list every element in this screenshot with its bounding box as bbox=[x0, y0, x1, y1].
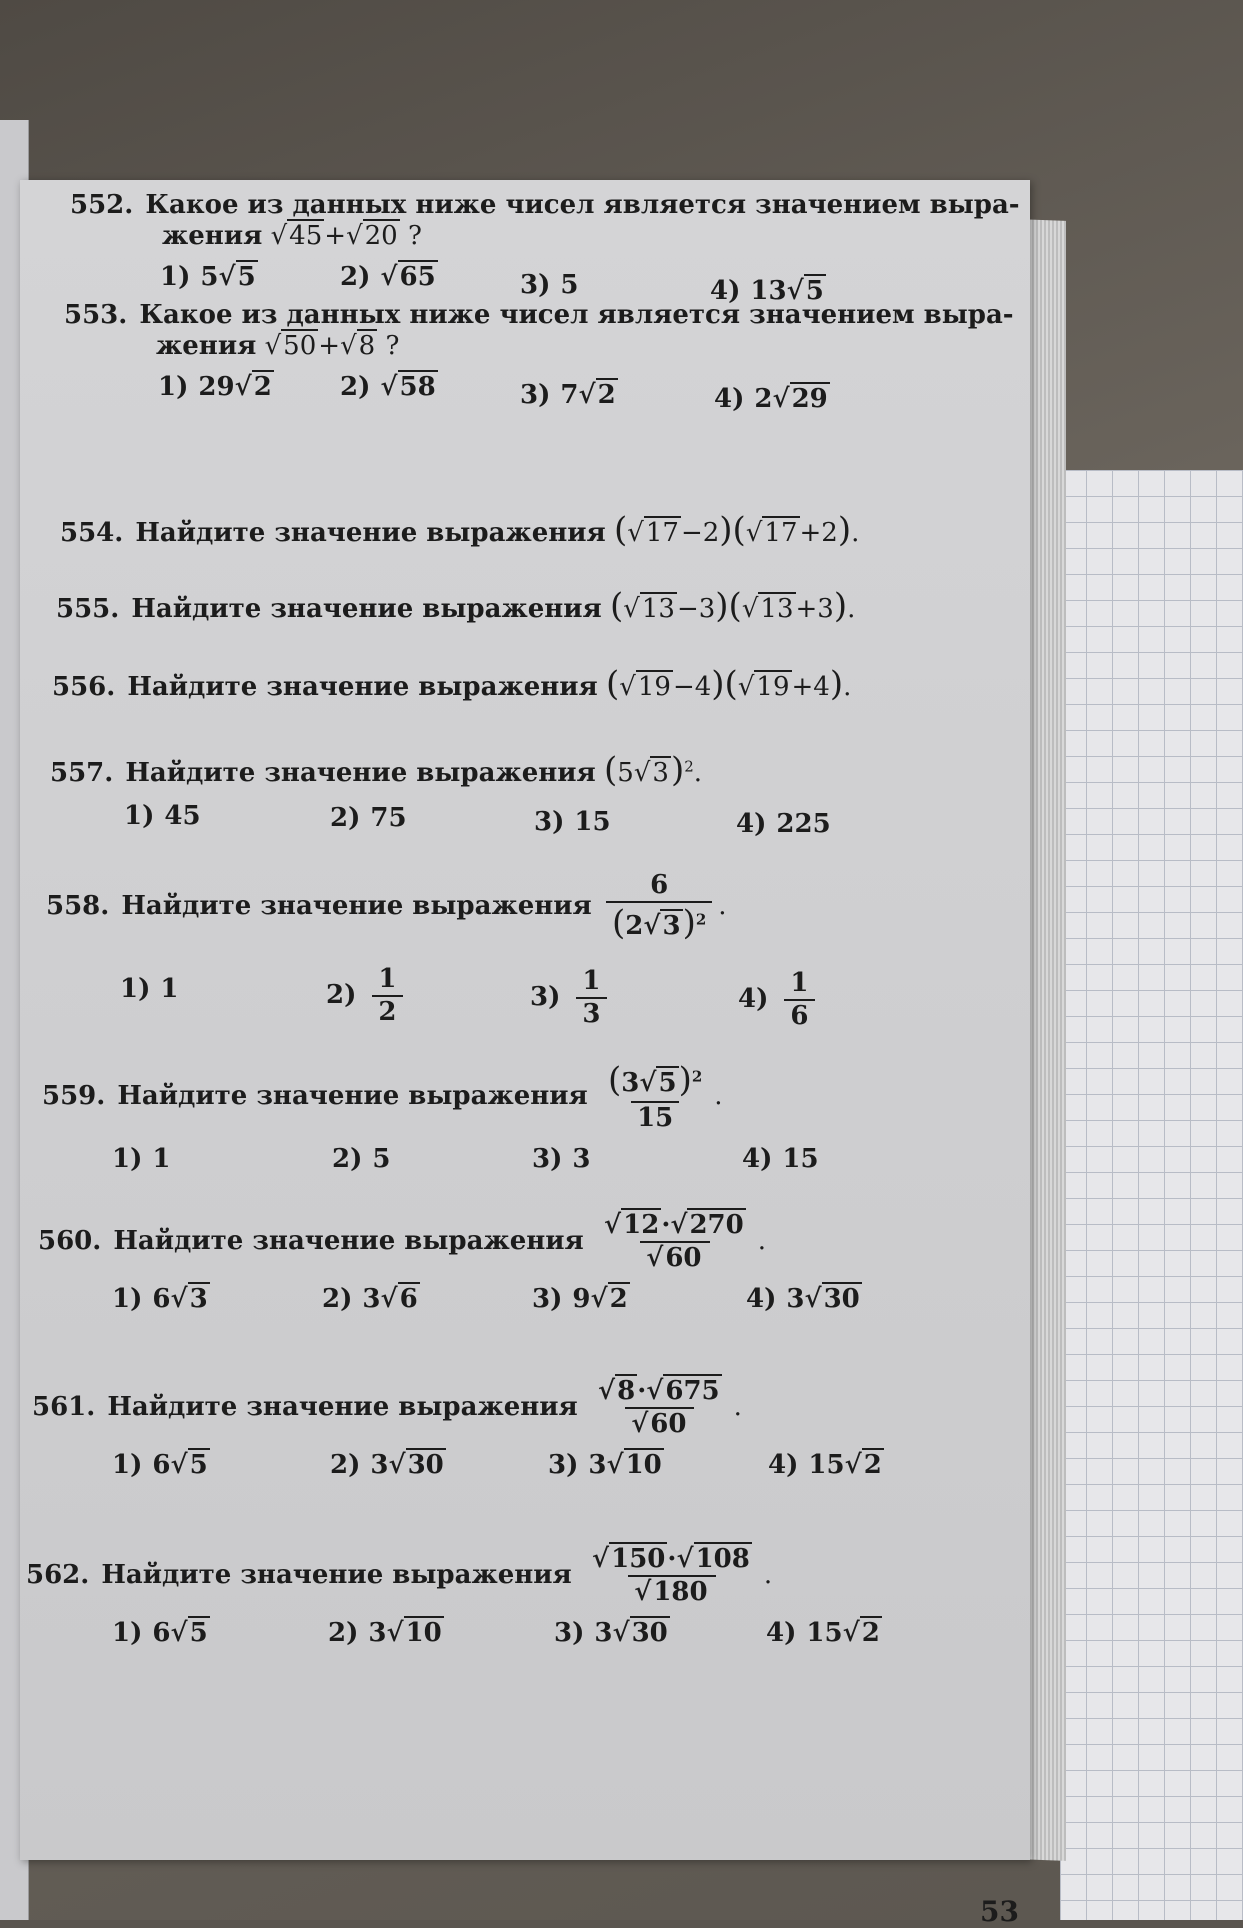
denominator: 15 bbox=[631, 1101, 679, 1134]
radicand: 29 bbox=[791, 384, 828, 415]
radicand: 13 bbox=[760, 594, 794, 624]
radicand: 19 bbox=[756, 672, 790, 702]
problem-561 bbox=[32, 1376, 882, 1490]
radicand: 30 bbox=[823, 1284, 860, 1315]
problem-number: 558. bbox=[46, 890, 110, 921]
option-2[interactable] bbox=[326, 964, 409, 1028]
coef: 29 bbox=[198, 372, 235, 403]
coef: 2 bbox=[754, 384, 773, 415]
fraction: $\frac{6}{(2√3)^2}$ bbox=[606, 870, 712, 944]
option-3[interactable]: 3) 7√2 bbox=[520, 380, 616, 411]
radicand: 65 bbox=[399, 262, 436, 293]
problem-558 bbox=[46, 870, 809, 1034]
problem-text: Какое из данных ниже чисел является значением выра- bbox=[145, 190, 1020, 220]
operand: +2 bbox=[799, 518, 838, 548]
problem-number: 560. bbox=[38, 1226, 102, 1257]
coef: 6 bbox=[152, 1284, 171, 1315]
question-mark: ? bbox=[408, 221, 422, 252]
option-label: 2) bbox=[330, 802, 361, 833]
option-label: 4) bbox=[768, 1450, 799, 1481]
fraction: $\frac{√150\cdot√108}{√180}$ bbox=[592, 1544, 750, 1608]
option-label: 3) bbox=[520, 380, 551, 411]
option-label: 2) bbox=[328, 1618, 359, 1649]
answer-options bbox=[50, 800, 831, 841]
radicand: 20 bbox=[364, 221, 398, 252]
option-2[interactable]: 2) √58 bbox=[340, 372, 436, 403]
option-4[interactable]: 4) 15√2 bbox=[768, 1450, 882, 1481]
option-3[interactable]: 3) 3√10 bbox=[548, 1450, 662, 1481]
period: . bbox=[693, 758, 703, 788]
numerator: 6 bbox=[650, 870, 669, 900]
operand: −4 bbox=[672, 672, 712, 702]
option-2[interactable] bbox=[332, 1144, 391, 1175]
problem-557: 557. Найдите значение выражения $(5√3)^2$. 1) 45 2) 75 3) 15 4) 225 bbox=[50, 750, 831, 839]
option-1[interactable] bbox=[112, 1144, 171, 1175]
value: 75 bbox=[370, 802, 407, 833]
coef: 15 bbox=[808, 1450, 845, 1481]
radicand: 5 bbox=[658, 1068, 677, 1098]
radicand: 60 bbox=[665, 1243, 702, 1274]
coef: 3 bbox=[588, 1450, 607, 1481]
radicand: 60 bbox=[650, 1409, 687, 1440]
radicand: 5 bbox=[805, 276, 824, 307]
option-4[interactable]: 4) 2√29 bbox=[714, 384, 828, 415]
option-label: 4) bbox=[766, 1618, 797, 1649]
coef: 7 bbox=[560, 380, 579, 411]
option-label: 2) bbox=[340, 262, 371, 293]
option-label: 4) bbox=[736, 808, 767, 839]
option-label: 1) bbox=[124, 800, 155, 831]
operand: +3 bbox=[795, 594, 834, 624]
radicand: 45 bbox=[289, 221, 323, 252]
page-number: 53 bbox=[980, 1895, 1019, 1928]
option-label: 4) bbox=[742, 1143, 773, 1174]
option-label: 3) bbox=[532, 1143, 563, 1174]
option-1[interactable]: 1) 29√2 bbox=[158, 372, 272, 403]
option-label: 4) bbox=[738, 984, 769, 1015]
option-label: 1) bbox=[112, 1618, 143, 1649]
coef: 3 bbox=[368, 1618, 387, 1649]
problem-text: Найдите значение выражения bbox=[117, 1080, 588, 1111]
operator: + bbox=[318, 331, 341, 362]
option-label: 3) bbox=[530, 982, 561, 1013]
option-label: 2) bbox=[340, 372, 371, 403]
coef: 2 bbox=[625, 911, 644, 942]
radicand: 10 bbox=[625, 1450, 662, 1481]
problem-text: Найдите значение выражения bbox=[135, 518, 606, 548]
radicand: 50 bbox=[283, 331, 317, 362]
coef: 3 bbox=[786, 1284, 805, 1315]
option-1[interactable] bbox=[120, 974, 179, 1005]
answer-options bbox=[26, 1618, 880, 1658]
problem-text: Какое из данных ниже чисел является значением выра- bbox=[139, 300, 1014, 330]
option-3[interactable] bbox=[520, 270, 579, 301]
option-1[interactable]: 1) 5√5 bbox=[160, 262, 256, 293]
exponent: 2 bbox=[691, 1067, 703, 1086]
problem-text: Найдите значение выражения bbox=[127, 672, 598, 702]
radicand: 3 bbox=[662, 911, 681, 942]
problem-text: Найдите значение выражения bbox=[125, 758, 596, 788]
problem-number: 561. bbox=[32, 1392, 96, 1423]
radicand: 2 bbox=[863, 1450, 882, 1481]
coef: 3 bbox=[621, 1068, 640, 1098]
radicand: 10 bbox=[405, 1618, 442, 1649]
radicand: 2 bbox=[253, 372, 272, 403]
problem-number: 556. bbox=[52, 672, 116, 702]
option-label: 2) bbox=[332, 1143, 363, 1174]
radicand: 5 bbox=[189, 1618, 208, 1649]
problem-562 bbox=[26, 1544, 880, 1658]
operand: +4 bbox=[791, 672, 830, 702]
problem-text: Найдите значение выражения bbox=[113, 1226, 584, 1257]
value: 1 bbox=[160, 973, 179, 1004]
radicand: 180 bbox=[653, 1577, 708, 1608]
option-2[interactable] bbox=[330, 803, 407, 834]
radicand: 108 bbox=[695, 1544, 750, 1574]
option-label: 1) bbox=[112, 1450, 143, 1481]
option-2[interactable]: 2) 3√10 bbox=[328, 1618, 442, 1649]
radicand: 17 bbox=[645, 518, 679, 548]
exponent: 2 bbox=[695, 910, 707, 929]
coef: 3 bbox=[594, 1618, 613, 1649]
radicand: 30 bbox=[407, 1450, 444, 1481]
radicand: 3 bbox=[189, 1284, 208, 1315]
radicand: 675 bbox=[665, 1376, 720, 1406]
question-mark: ? bbox=[385, 331, 400, 362]
operand: −3 bbox=[676, 594, 716, 624]
coef: 13 bbox=[750, 276, 787, 307]
coef: 3 bbox=[362, 1284, 381, 1315]
value: 3 bbox=[572, 1143, 591, 1174]
coef: 15 bbox=[806, 1618, 843, 1649]
value: 15 bbox=[574, 806, 611, 837]
radicand: 150 bbox=[611, 1544, 666, 1574]
option-3[interactable] bbox=[532, 1144, 591, 1175]
operator: + bbox=[324, 221, 347, 252]
coef: 3 bbox=[370, 1450, 389, 1481]
problem-number: 554. bbox=[60, 518, 124, 548]
problem-554: 554. Найдите значение выражения (√17−2)(√17+2). bbox=[60, 510, 860, 550]
radicand: 5 bbox=[237, 262, 256, 293]
coef: 6 bbox=[152, 1450, 171, 1481]
option-label: 3) bbox=[534, 806, 565, 837]
problem-text: Найдите значение выражения bbox=[107, 1392, 578, 1423]
problem-559 bbox=[42, 1060, 819, 1184]
radicand: 5 bbox=[189, 1450, 208, 1481]
option-2[interactable]: 2) √65 bbox=[340, 262, 436, 293]
option-3[interactable]: 3) 3√30 bbox=[554, 1618, 668, 1649]
radicand: 17 bbox=[764, 518, 798, 548]
problem-text: Найдите значение выражения bbox=[101, 1560, 572, 1591]
problem-560 bbox=[38, 1210, 860, 1324]
radicand: 13 bbox=[641, 594, 675, 624]
option-label: 1) bbox=[120, 973, 151, 1004]
radicand: 6 bbox=[399, 1284, 418, 1315]
option-1[interactable]: 1) 6√5 bbox=[112, 1450, 208, 1481]
answer-options bbox=[64, 372, 1014, 415]
problem-number: 559. bbox=[42, 1080, 106, 1111]
option-label: 3) bbox=[548, 1450, 579, 1481]
option-label: 1) bbox=[160, 262, 191, 293]
option-3[interactable] bbox=[534, 807, 611, 838]
option-label: 2) bbox=[326, 980, 357, 1011]
operator: · bbox=[667, 1544, 677, 1574]
value: 5 bbox=[372, 1143, 391, 1174]
period: . bbox=[718, 890, 727, 921]
denominator: 2 bbox=[372, 995, 402, 1028]
problem-text: Найдите значение выражения bbox=[131, 594, 602, 624]
option-2[interactable]: 2) 3√30 bbox=[330, 1450, 444, 1481]
operator: · bbox=[661, 1210, 671, 1240]
grid-notebook bbox=[1060, 470, 1243, 1920]
problem-556: 556. Найдите значение выражения (√19−4)(√19+4). bbox=[52, 664, 852, 704]
exponent: 2 bbox=[684, 757, 694, 776]
problem-text: Найдите значение выражения bbox=[121, 890, 592, 921]
option-label: 2) bbox=[322, 1284, 353, 1315]
option-label: 3) bbox=[520, 270, 551, 301]
problem-number: 552. bbox=[70, 190, 134, 220]
problem-552: 552. Какое из данных ниже чисел является значением выра- жения √45+√20 ? 1) 5√5 2) √65 3) 5 4) 13√5 bbox=[70, 190, 1020, 307]
option-4[interactable]: 4) 13√5 bbox=[710, 276, 824, 307]
period: . bbox=[843, 672, 852, 702]
problem-number: 562. bbox=[26, 1560, 90, 1591]
value: 225 bbox=[776, 808, 831, 839]
option-4[interactable] bbox=[742, 1144, 819, 1175]
period: . bbox=[733, 1392, 742, 1423]
numerator: 1 bbox=[790, 967, 809, 998]
option-4[interactable]: 4) 15√2 bbox=[766, 1618, 880, 1649]
option-label: 3) bbox=[554, 1618, 585, 1649]
option-label: 3) bbox=[532, 1284, 563, 1315]
option-label: 4) bbox=[714, 384, 745, 415]
problem-text-cont: жения bbox=[156, 331, 257, 362]
radicand: 58 bbox=[399, 372, 436, 403]
operator: · bbox=[637, 1376, 647, 1406]
option-2[interactable]: 2) 3√6 bbox=[322, 1284, 418, 1315]
coef: 5 bbox=[617, 758, 634, 788]
period: . bbox=[851, 518, 860, 548]
radicand: 270 bbox=[689, 1210, 744, 1240]
value: 5 bbox=[560, 270, 579, 301]
period: . bbox=[714, 1080, 723, 1111]
radicand: 8 bbox=[358, 331, 376, 362]
option-4[interactable] bbox=[738, 968, 821, 1032]
book-page bbox=[20, 180, 1030, 1928]
problem-555: 555. Найдите значение выражения (√13−3)(√13+3). bbox=[56, 586, 856, 626]
operand: −2 bbox=[680, 518, 720, 548]
period: . bbox=[847, 594, 856, 624]
option-label: 4) bbox=[710, 276, 741, 307]
fraction: $\frac{√8\cdot√675}{√60}$ bbox=[598, 1376, 720, 1440]
period: . bbox=[757, 1226, 767, 1257]
option-1[interactable]: 1) 6√3 bbox=[112, 1284, 208, 1315]
coef: 9 bbox=[572, 1284, 591, 1315]
radicand: 12 bbox=[623, 1210, 660, 1240]
option-1[interactable] bbox=[124, 801, 201, 832]
denominator: 3 bbox=[576, 997, 606, 1030]
option-4[interactable]: 4) 3√30 bbox=[746, 1284, 860, 1315]
radicand: 19 bbox=[637, 672, 671, 702]
problem-number: 555. bbox=[56, 594, 120, 624]
numerator: 1 bbox=[582, 965, 601, 996]
option-1[interactable]: 1) 6√5 bbox=[112, 1618, 208, 1649]
coef: 6 bbox=[152, 1618, 171, 1649]
radicand: 2 bbox=[609, 1284, 628, 1315]
numerator: 1 bbox=[378, 963, 397, 994]
option-label: 1) bbox=[112, 1284, 143, 1315]
option-3[interactable] bbox=[530, 966, 613, 1030]
answer-options bbox=[46, 963, 809, 1034]
radicand: 8 bbox=[617, 1376, 636, 1406]
option-3[interactable]: 3) 9√2 bbox=[532, 1284, 628, 1315]
problem-number: 553. bbox=[64, 300, 128, 330]
denominator: 6 bbox=[784, 999, 814, 1032]
option-label: 1) bbox=[112, 1143, 143, 1174]
radicand: 30 bbox=[631, 1618, 668, 1649]
fraction: $\frac{√12\cdot√270}{√60}$ bbox=[604, 1210, 744, 1274]
option-label: 4) bbox=[746, 1284, 777, 1315]
answer-options bbox=[70, 262, 1020, 307]
fraction: $\frac{(3√5)^2}{15}$ bbox=[608, 1060, 703, 1133]
value: 15 bbox=[782, 1143, 819, 1174]
radicand: 2 bbox=[861, 1618, 880, 1649]
period: . bbox=[763, 1560, 773, 1591]
problem-553: 553. Какое из данных ниже чисел является значением выра- жения √50+√8 ? 1) 29√2 2) √58 3) 7√2 4) 2√29 bbox=[64, 300, 1014, 415]
option-4[interactable] bbox=[736, 809, 831, 840]
value: 1 bbox=[152, 1143, 171, 1174]
option-label: 1) bbox=[158, 372, 189, 403]
coef: 5 bbox=[200, 262, 219, 293]
answer-options bbox=[32, 1450, 882, 1490]
radicand: 2 bbox=[597, 380, 616, 411]
problem-number: 557. bbox=[50, 758, 114, 788]
problem-text-cont: жения bbox=[162, 221, 263, 252]
answer-options bbox=[38, 1284, 860, 1324]
answer-options bbox=[42, 1143, 819, 1184]
option-label: 2) bbox=[330, 1450, 361, 1481]
value: 45 bbox=[164, 800, 201, 831]
radicand: 3 bbox=[652, 758, 669, 788]
